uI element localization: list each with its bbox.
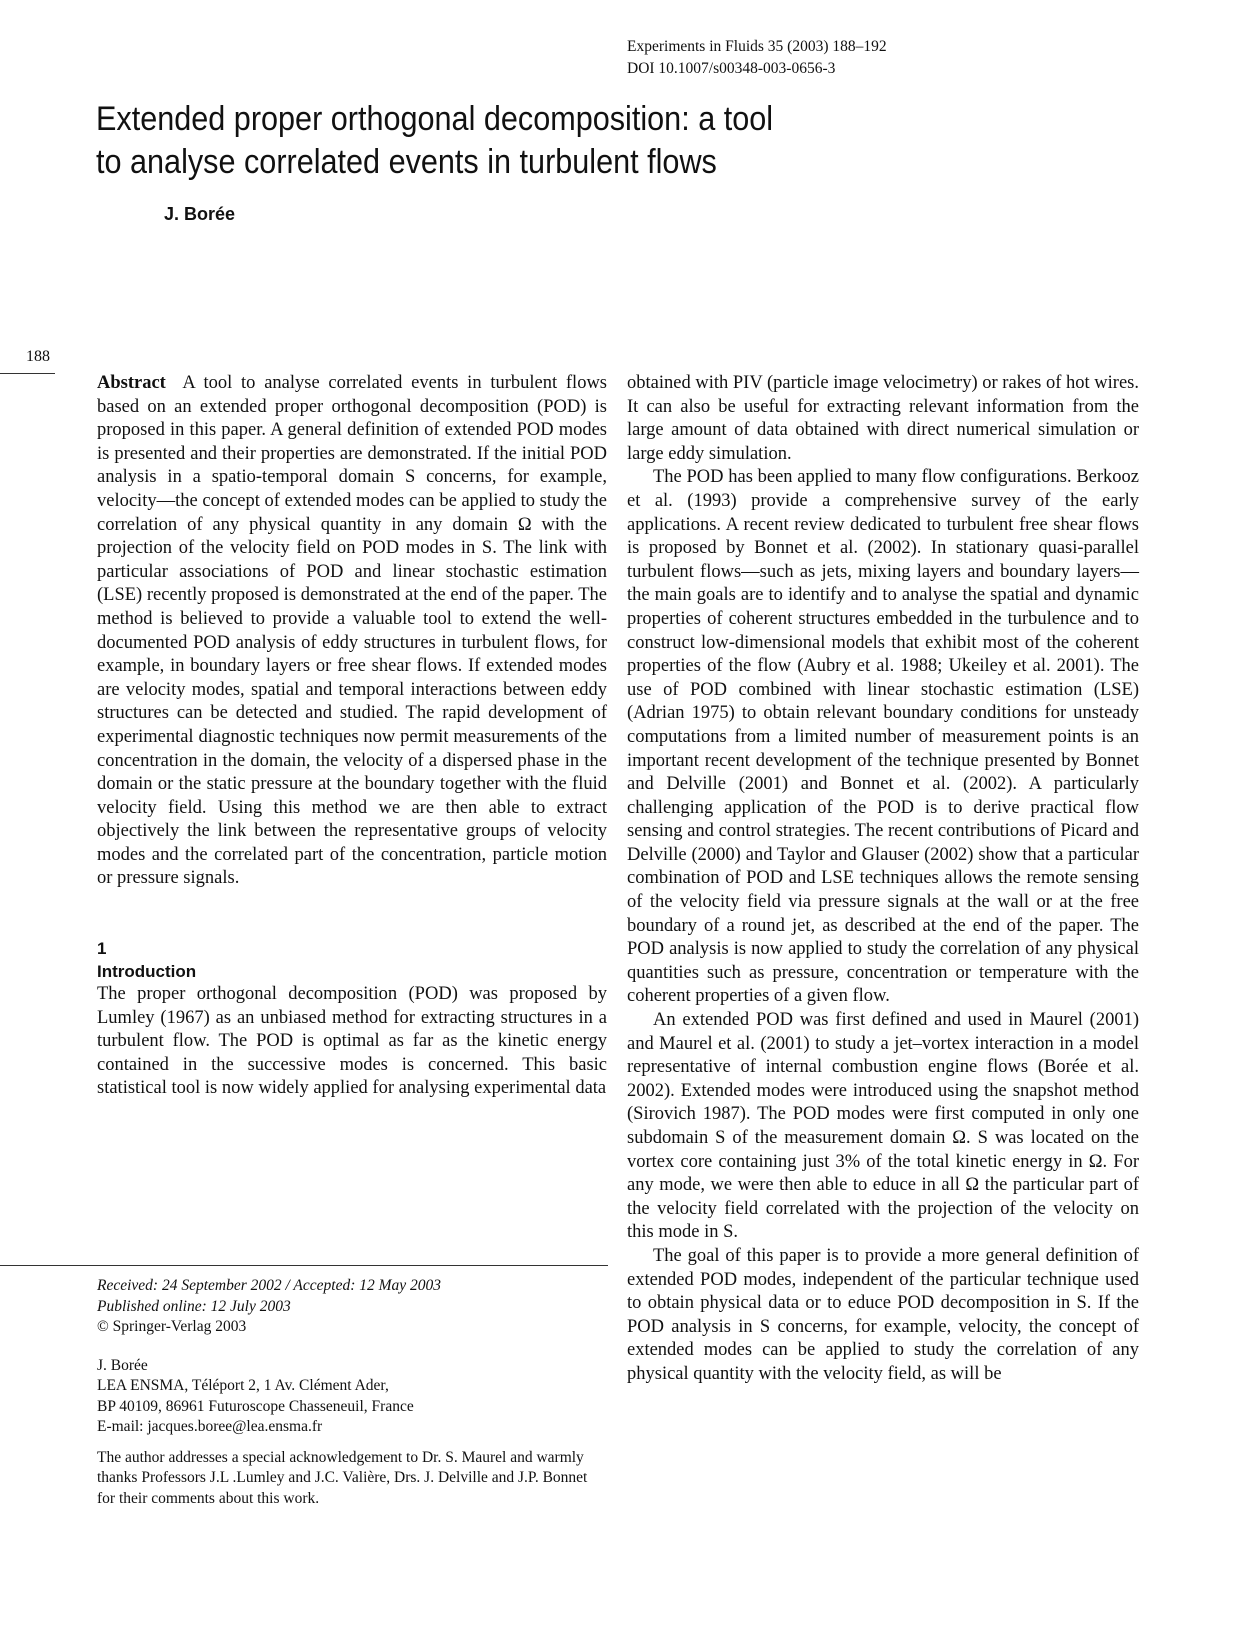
intro-paragraph-cont: obtained with PIV (particle image velocimetry) or rakes of hot wires. It can also be useful for extracting relevant information from the large amount of data obtained with direct numerical simulation or large eddy simulation.: [627, 373, 1139, 464]
page-number-rule: [0, 373, 55, 374]
intro-paragraph-1: The proper orthogonal decomposition (POD) was proposed by Lumley (1967) as an unbiased method for extracting structures in a turbulent flow. The POD is optimal as far as the kinetic energy contained in the successive modes is concerned. This basic statistical tool is now widely applied for analysing experimental data: [97, 984, 607, 1099]
abstract: [97, 372, 607, 891]
journal-header: [627, 36, 887, 80]
acknowledgement: The author addresses a special acknowledgement to Dr. S. Maurel and warmly thanks Professors J.L .Lumley and J.C. Valière, Drs. J. Delville and J.P. Bonnet for their comments about this work.: [97, 1448, 588, 1507]
copyright: © Springer-Verlag 2003: [97, 1318, 247, 1335]
received-date: Received: 24 September 2002 / Accepted: 12 May 2003: [97, 1277, 442, 1294]
section-number: 1: [97, 939, 107, 959]
footnotes: [97, 1276, 597, 1509]
intro-paragraph-3: An extended POD was first defined and used in Maurel (2001) and Maurel et al. (2001) to study a jet–vortex interaction in a model representative of internal combustion engine flows (Borée et al. 2002). Extended modes were introduced using the snapshot method (Sirovich 1987). The POD modes were first computed in only one subdomain S of the measurement domain Ω. S was located on the vortex core containing just 3% of the total kinetic energy in Ω. For any mode, we were then able to educe in all Ω the particular part of the velocity field correlated with the projection of the velocity on this mode in S.: [627, 1010, 1139, 1243]
section-title: Introduction: [97, 962, 197, 982]
abstract-text: A tool to analyse correlated events in turbulent flows based on an extended proper orthogonal decomposition (POD) is proposed in this paper. A general definition of extended POD modes is presented and their properties are demonstrated. If the initial POD analysis in a spatio-temporal domain S concerns, for example, velocity—the concept of extended modes can be applied to study the correlation of any physical quantity in any domain Ω with the projection of the velocity field on POD modes in S. The link with particular associations of POD and linear stochastic estimation (LSE) recently proposed is demonstrated at the end of the paper. The method is believed to provide a valuable tool to extend the well-documented POD analysis of eddy structures in turbulent flows, for example, in boundary layers or free shear flows. If extended modes are velocity modes, spatial and temporal interactions between eddy structures can be detected and studied. The rapid development of experimental diagnostic techniques now permit measurements of the concentration in the domain, the velocity of a dispersed phase in the domain or the static pressure at the boundary together with the fluid velocity field. Using this method we are then able to extract objectively the link between the representative groups of velocity modes and the correlated part of the concentration, particle motion or pressure signals.: [97, 373, 608, 889]
footnote-spacer: [97, 1338, 597, 1356]
journal-citation: Experiments in Fluids 35 (2003) 188–192: [627, 38, 887, 55]
intro-paragraph-2: The POD has been applied to many flow configurations. Berkooz et al. (1993) provide a comprehensive survey of the early applications. A recent review dedicated to turbulent free shear flows is proposed by Bonnet et al. (2002). In stationary quasi-parallel turbulent flows—such as jets, mixing layers and boundary layers—the main goals are to identify and to analyse the spatial and dynamic properties of coherent structures embedded in the turbulence and to construct low-dimensional models that exhibit most of the coherent properties of the flow (Aubry et al. 1988; Ukeiley et al. 2001). The use of POD combined with linear stochastic estimation (LSE) (Adrian 1975) to obtain relevant boundary conditions for unsteady computations from a limited number of measurement points is an important recent development of the technique presented by Bonnet and Delville (2001) and Bonnet et al. (2002). A particularly challenging application of the POD is to derive practical flow sensing and control strategies. The recent contributions of Picard and Delville (2000) and Taylor and Glauser (2002) show that a particular combination of POD and LSE techniques allows the remote sensing of the velocity field via pressure signals at the wall or at the free boundary of a round jet, as described at the end of the paper. The POD analysis is now applied to study the correlation of any physical quantities such as pressure, concentration or temperature with the coherent properties of a given flow.: [627, 467, 1139, 1007]
author-name: J. Borée: [164, 204, 236, 224]
title-line-2: to analyse correlated events in turbulent flows: [96, 143, 717, 181]
affiliation-line-1: LEA ENSMA, Téléport 2, 1 Av. Clément Ader,: [97, 1377, 389, 1394]
affiliation-line-2: BP 40109, 86961 Futuroscope Chasseneuil, France: [97, 1397, 414, 1415]
doi: DOI 10.1007/s00348-003-0656-3: [627, 60, 836, 77]
left-column: [97, 372, 607, 1101]
published-date: Published online: 12 July 2003: [97, 1297, 291, 1315]
abstract-label: Abstract: [97, 373, 166, 393]
intro-paragraph-4: The goal of this paper is to provide a more general definition of extended POD modes, independent of the particular technique used to obtain physical data or to educe POD decomposition in S. If the POD analysis in S concerns, for example, velocity, the concept of extended modes can be applied to study the correlation of any physical quantity with the velocity field, as will be: [627, 1245, 1139, 1384]
footnote-spacer: [97, 1438, 597, 1448]
page-number: 188: [26, 348, 50, 365]
paper-title: [96, 98, 780, 184]
title-line-1: Extended proper orthogonal decomposition: a tool: [96, 100, 774, 138]
author-email: E-mail: jacques.boree@lea.ensma.fr: [97, 1418, 323, 1435]
footnote-rule: [0, 1265, 608, 1266]
correspondence-name: J. Borée: [97, 1356, 148, 1374]
right-column: [627, 372, 1139, 1387]
